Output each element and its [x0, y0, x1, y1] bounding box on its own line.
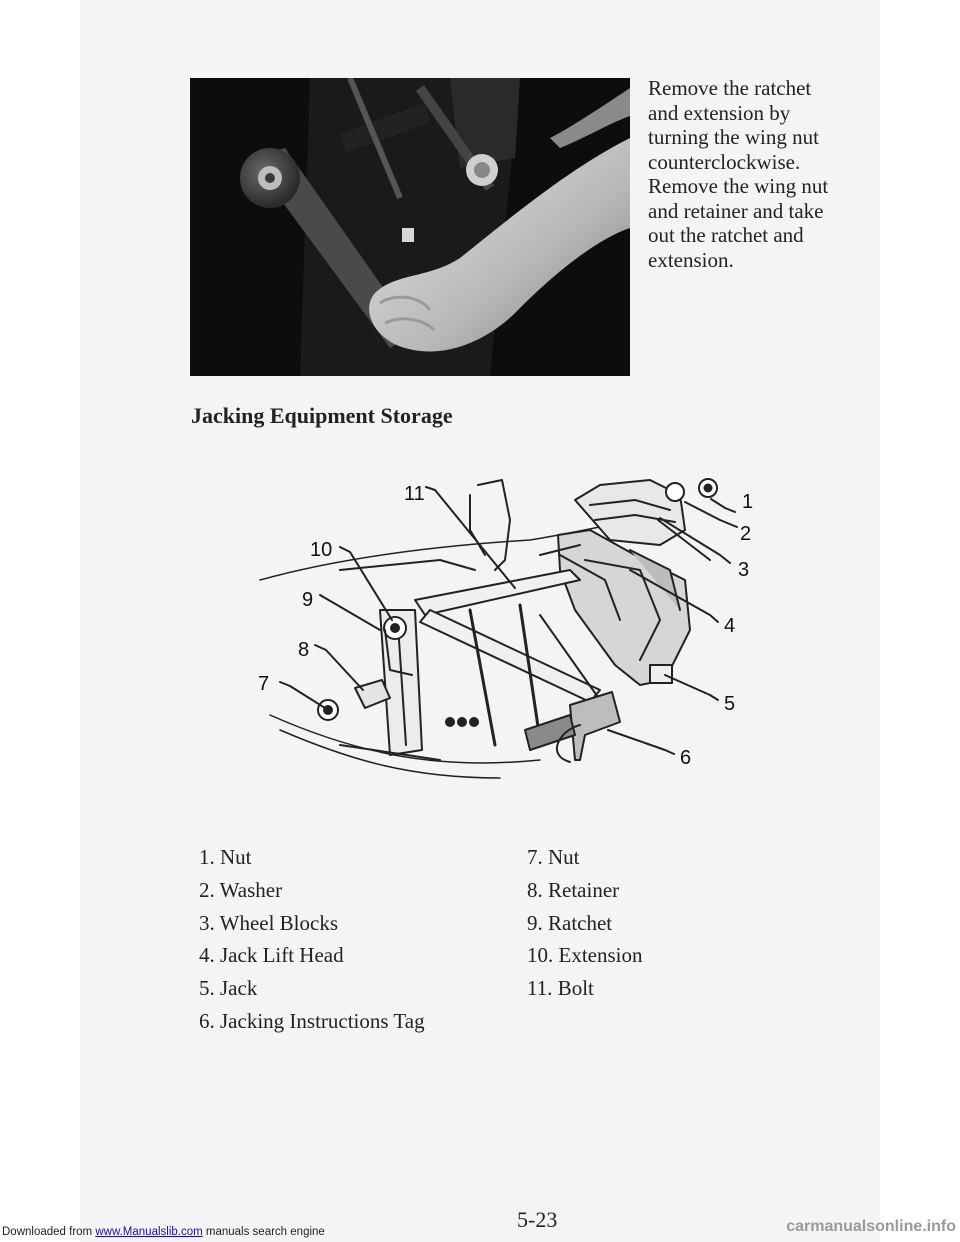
legend-item: 6. Jacking Instructions Tag — [199, 1008, 425, 1033]
callout-5: 5 — [724, 693, 736, 715]
legend-item: 10. Extension — [527, 943, 643, 968]
footer-suffix: manuals search engine — [202, 1226, 325, 1238]
callout-6: 6 — [680, 747, 692, 769]
callout-4: 4 — [724, 615, 736, 637]
wing-nut-photo — [190, 78, 630, 376]
legend-item: 3. Wheel Blocks — [199, 910, 339, 935]
manualslib-link[interactable]: www.Manualslib.com — [95, 1226, 203, 1238]
footer-prefix: Downloaded from — [2, 1226, 96, 1238]
page-number: 5-23 — [517, 1207, 558, 1232]
watermark: carmanualsonline.info — [786, 1218, 956, 1235]
legend-item: 4. Jack Lift Head — [199, 943, 344, 968]
callout-2: 2 — [740, 523, 752, 545]
callout-11: 11 — [404, 483, 425, 505]
legend-item: 8. Retainer — [527, 877, 620, 902]
callout-8: 8 — [298, 639, 310, 661]
callout-9: 9 — [302, 589, 314, 611]
callout-7: 7 — [258, 673, 270, 695]
legend-item: 7. Nut — [527, 845, 580, 869]
download-footer — [2, 1226, 325, 1238]
instruction-line: Remove the ratchet — [648, 76, 812, 100]
instruction-line: Remove the wing nut — [648, 174, 829, 198]
photo-drawing — [190, 78, 630, 376]
instruction-line: turning the wing nut — [648, 125, 819, 149]
callout-10: 10 — [310, 539, 333, 561]
instruction-line: counterclockwise. — [648, 149, 801, 174]
instruction-line: extension. — [648, 247, 734, 272]
callout-3: 3 — [738, 559, 750, 581]
jacking-equipment-diagram — [240, 460, 780, 790]
instruction-line: and retainer and take — [648, 198, 824, 223]
parts-legend-left — [199, 845, 425, 1042]
callout-1: 1 — [742, 491, 754, 513]
removal-instructions — [648, 76, 858, 272]
legend-item: 11. Bolt — [527, 976, 594, 1001]
legend-item: 5. Jack — [199, 976, 258, 1001]
legend-item: 1. Nut — [199, 845, 252, 869]
legend-item: 2. Washer — [199, 877, 283, 902]
legend-item: 9. Ratchet — [527, 910, 613, 935]
section-heading: Jacking Equipment Storage — [191, 403, 453, 428]
diagram-drawing — [240, 460, 780, 790]
parts-legend-right — [527, 845, 643, 1009]
instruction-line: and extension by — [648, 100, 791, 125]
instruction-line: out the ratchet and — [648, 223, 804, 247]
